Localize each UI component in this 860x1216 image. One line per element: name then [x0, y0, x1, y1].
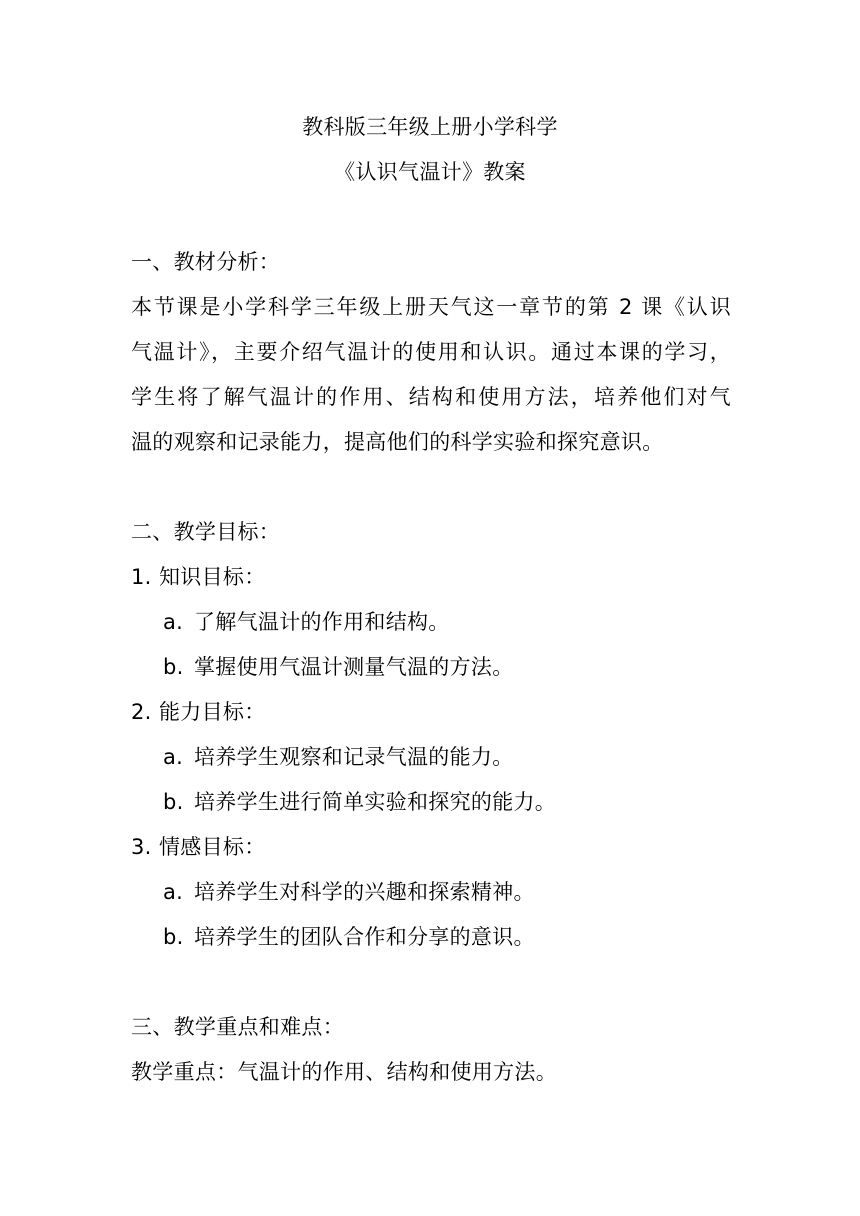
- goal-label: 情感目标：: [159, 835, 266, 859]
- section-heading-goals: 二、教学目标：: [131, 520, 281, 544]
- list-letter: b.: [163, 655, 184, 679]
- document-subtitle: 《认识气温计》教案: [334, 160, 526, 184]
- list-number: 2.: [131, 700, 152, 724]
- sub-item: [163, 742, 514, 772]
- sub-item-text: 了解气温计的作用和结构。: [194, 610, 450, 634]
- goal-label: 知识目标：: [159, 565, 266, 589]
- goal-label: 能力目标：: [159, 700, 266, 724]
- goal-item: [131, 562, 266, 592]
- paragraph-line: 教学重点：气温计的作用、结构和使用方法。: [131, 1060, 557, 1084]
- goal-item: [131, 832, 266, 862]
- list-letter: b.: [163, 790, 184, 814]
- sub-item: [163, 607, 450, 637]
- list-number: 3.: [131, 835, 152, 859]
- sub-item: [163, 922, 535, 952]
- sub-item: [163, 877, 535, 907]
- paragraph-line: 气温计》，主要介绍气温计的使用和认识。通过本课的学习，: [131, 340, 731, 364]
- paragraph-line: 学生将了解气温计的作用、结构和使用方法，培养他们对气: [131, 385, 731, 409]
- list-letter: a.: [163, 880, 184, 904]
- sub-item-text: 培养学生观察和记录气温的能力。: [194, 745, 514, 769]
- list-letter: b.: [163, 925, 184, 949]
- sub-item: [163, 652, 514, 682]
- sub-item-text: 培养学生进行简单实验和探究的能力。: [194, 790, 557, 814]
- section-heading-materials: 一、教材分析：: [131, 250, 281, 274]
- paragraph-line: 温的观察和记录能力，提高他们的科学实验和探究意识。: [131, 430, 664, 454]
- list-letter: a.: [163, 610, 184, 634]
- sub-item-text: 培养学生的团队合作和分享的意识。: [194, 925, 535, 949]
- list-letter: a.: [163, 745, 184, 769]
- list-number: 1.: [131, 565, 152, 589]
- paragraph-line: 本节课是小学科学三年级上册天气这一章节的第 2 课《认识: [131, 295, 731, 319]
- sub-item: [163, 787, 556, 817]
- sub-item-text: 掌握使用气温计测量气温的方法。: [194, 655, 514, 679]
- sub-item-text: 培养学生对科学的兴趣和探索精神。: [194, 880, 535, 904]
- section-heading-focus: 三、教学重点和难点：: [131, 1015, 344, 1039]
- goal-item: [131, 697, 266, 727]
- document-title: 教科版三年级上册小学科学: [302, 115, 558, 139]
